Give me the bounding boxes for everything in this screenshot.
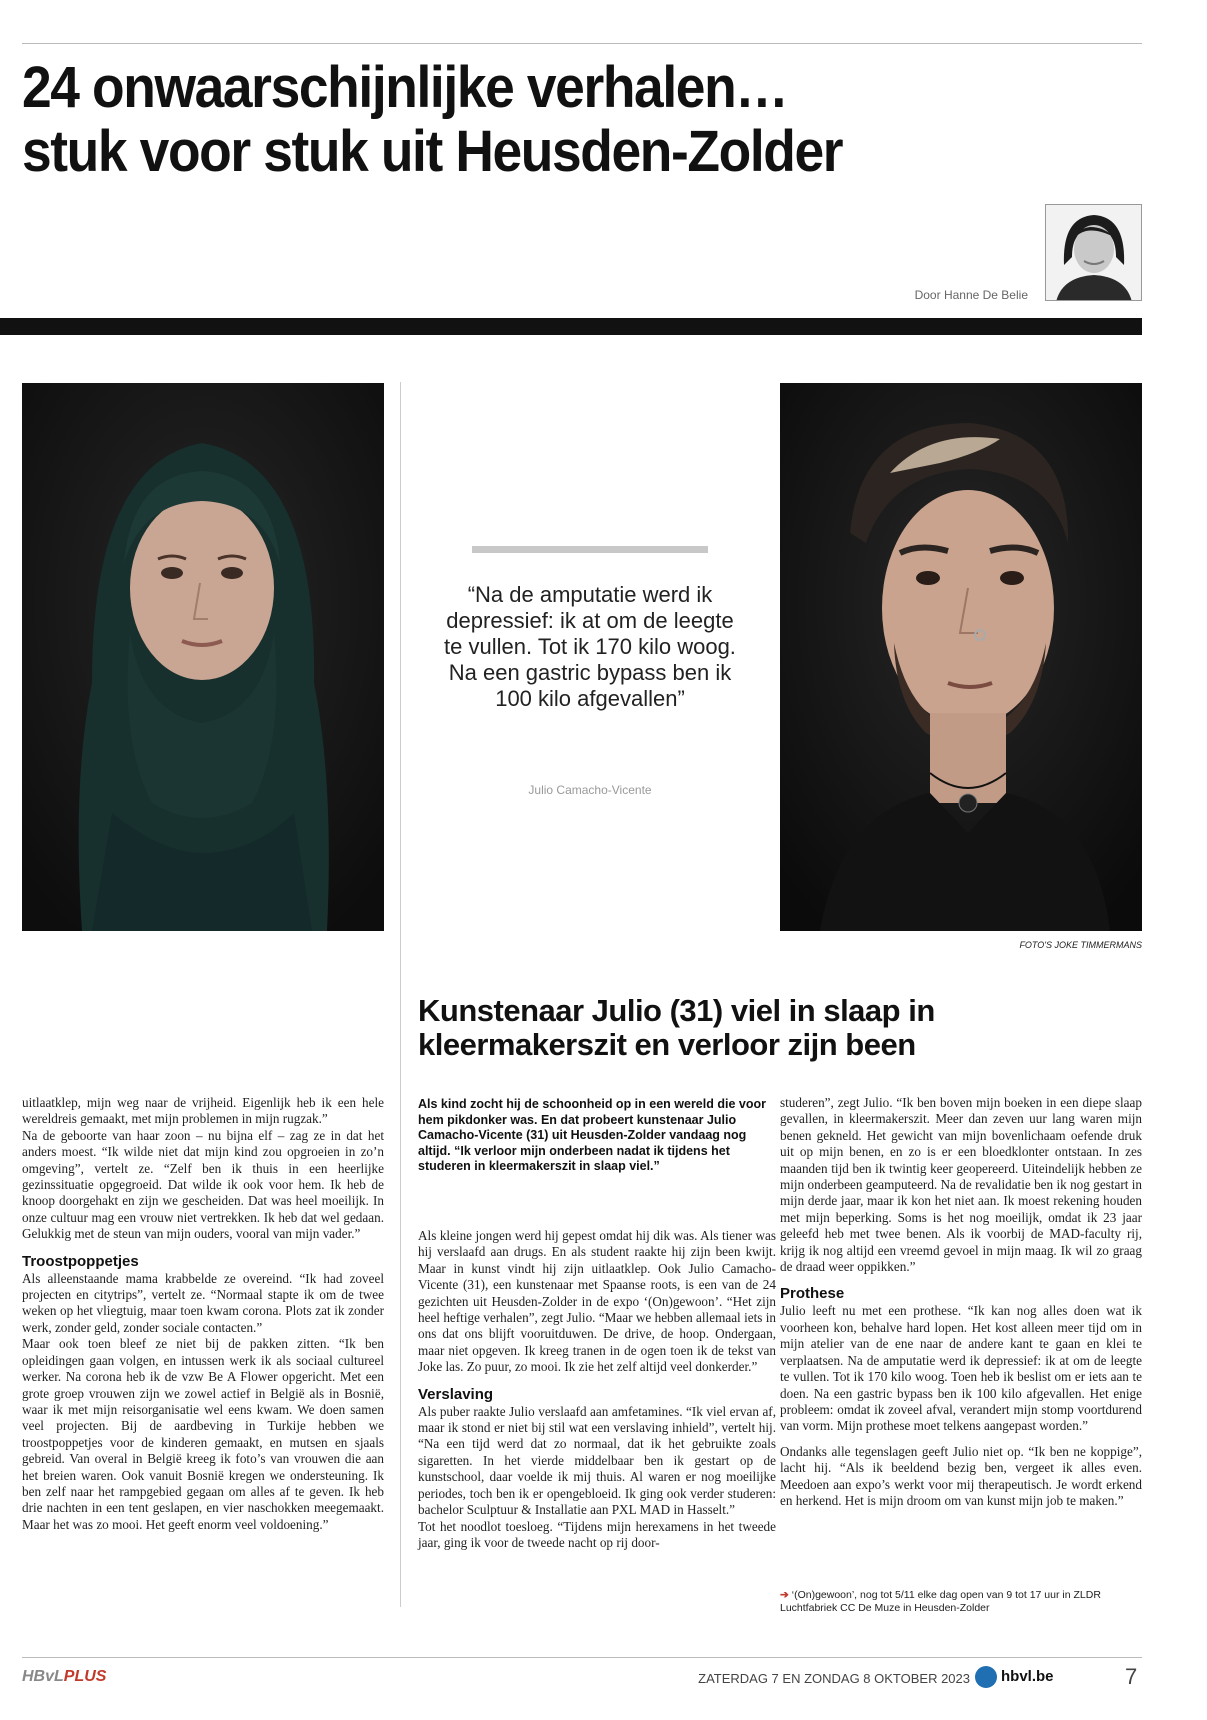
portrait-photo-woman <box>22 383 384 931</box>
article-column-1 <box>22 1095 384 1533</box>
page-title <box>22 56 1034 184</box>
quote-bar <box>472 546 708 553</box>
column-divider <box>400 382 401 1607</box>
paragraph: Maar ook toen bleef ze niet bij de pakken zitten. “Ik ben opleidingen gaan volgen, en intussen werk ik als sociaal cultureel werker. Na corona heb ik de vzw Be A Flower opgericht. Met een grote groep vrouwen zijn we zowel actief in België als in Bosnië, waar ik met mijn reisorganisatie wel eens kwam. We doen samen veel projecten. Bij de aardbeving in Turkije hebben we troostpoppetjes voor de kinderen gemaakt, en mutsen en sjaals gebreid. Van overal in België kreeg ik foto’s van vrouwen die aan het breien waren. Ook vanuit Bosnië kregen we ondersteuning. Ik ben zelf naar het rampgebied gegaan om alles af te geven. Ik heb drie nachten in een tent geslapen, en vier naschokken meegemaakt. Maar het was zo mooi. Het geeft enorm veel voldoening.” <box>22 1336 384 1532</box>
paragraph: studeren”, zegt Julio. “Ik ben boven mijn boeken in een diepe slaap gevallen, in kleermakerszit. Meer dan zeven uur lang waren mijn benen gekneld. Het gewicht van mijn bovenlichaam oefende druk uit op mijn benen, en zo is er een bloedklonter ontstaan. In zes maanden tijd ben ik twintig keer geopereerd. Uiteindelijk hebben ze mijn onderbeen geamputeerd. Na de revalidatie ben ik nog gestart in mijn derde jaar, maar ik kon het niet aan. Ik moest rekening houden met mijn beperking. Soms is het nog moeilijk, omdat ik 23 jaar geleefd heb met twee benen. Als ik voorbij de MAD-faculty rij, krijg ik nog altijd een vreemd gevoel in mijn maag. Ik wil zo graag de draad weer oppikken.” <box>780 1095 1142 1275</box>
article-column-2 <box>418 1228 776 1551</box>
paragraph: Julio leeft nu met een prothese. “Ik kan nog alles doen wat ik voorheen kon, behalve hard lopen. Het kost alleen meer tijd om in mijn atelier van de ene naar de andere kant te gaan en klei te verplaatsen. Na de amputatie werd ik depressief: ik at om de leegte te vullen. Tot ik 170 kilo woog. Toen heb ik beslist om er iets aan te doen. Na een gastric bypass ben ik 100 kilo afgevallen. Het enige probleem: omdat ik zoveel afval, verandert mijn stomp voortdurend van vorm. Mijn prothese moet telkens aangepast worden.” <box>780 1303 1142 1434</box>
article-intro: Als kind zocht hij de schoonheid op in een wereld die voor hem pikdonker was. En dat probeert kunstenaar Julio Camacho-Vicente (31) uit Heusden-Zolder vandaag nog altijd. “Ik verloor mijn onderbeen nadat ik tijdens het studeren in kleermakerszit in slaap viel.” <box>418 1097 766 1173</box>
arrow-right-icon: ➔ <box>780 1589 789 1601</box>
section-heading: Prothese <box>780 1285 845 1303</box>
globe-icon <box>975 1666 997 1688</box>
photo-credit: FOTO'S JOKE TIMMERMANS <box>1019 940 1142 950</box>
brand-main: HBvL <box>22 1668 64 1685</box>
section-heading: Verslaving <box>418 1385 494 1403</box>
brand-plus: PLUS <box>63 1668 107 1685</box>
paragraph: Als kleine jongen werd hij gepest omdat hij dik was. Als tiener was hij verslaafd aan drugs. En als student raakte hij zijn been kwijt. Maar in kunst vindt hij zijn uitlaatklep. Ook Julio Camacho-Vicente (31), een kunstenaar met Spaanse roots, is een van de 24 gezichten uit Heusden-Zolder in de expo ‘(On)gewoon’. “Het zijn heel heftige verhalen”, zegt Julio. “Maar we hebben allemaal iets in ons dat ons blijft vooruitduwen. De drive, de hoop. Ondergaan, maar niet opgeven. Ik kreeg tranen in de ogen toen ik de tekst van Joke las. Zo puur, zo mooi. Ik zie het zelf altijd veel donkerder.” <box>418 1228 776 1375</box>
issue-date: ZATERDAG 7 EN ZONDAG 8 OKTOBER 2023 <box>698 1671 970 1686</box>
title-line-1: 24 onwaarschijnlijke verhalen… <box>22 55 788 120</box>
site-url[interactable]: hbvl.be <box>1001 1668 1054 1685</box>
paragraph: Tot het noodlot toesloeg. “Tijdens mijn herexamens in het tweede jaar, ging ik voor de tweede nacht op rij door- <box>418 1518 776 1550</box>
section-bar <box>0 318 1142 335</box>
paragraph: Na de geboorte van haar zoon – nu bijna elf – zag ze in dat het anders moest. “Ik wilde niet dat mijn kind zou opgroeien in zo’n omgeving”, vertelt ze. “Zelf ben ik thuis in een heerlijke gezinssituatie opgegroeid. Dat wilde ik ook voor hem. Ik heb de knoop doorgehakt en zijn we gescheiden. Dat was heel moeilijk. In onze cultuur mag een vrouw niet vertrekken. Ik heb dat wel gedaan. Gelukkig met de steun van mijn ouders, vooral van mijn vader.” <box>22 1127 384 1242</box>
portrait-photo-julio <box>780 383 1142 931</box>
footer-rule <box>22 1657 1142 1658</box>
author-photo <box>1045 204 1142 301</box>
paragraph: Ondanks alle tegenslagen geeft Julio niet op. “Ik ben ne koppige”, lacht hij. “Als ik beeldend bezig ben, vergeet ik alles even. Meedoen aan expo’s werkt voor mij therapeutisch. Je wordt erkend en herkend. Het is mijn droom om van kunst mijn job te maken.” <box>780 1443 1142 1508</box>
pull-quote: “Na de amputatie werd ik depressief: ik at om de leegte te vullen. Tot ik 170 kilo woog. Na een gastric bypass ben ik 100 kilo afgevallen” <box>444 582 736 711</box>
paragraph: Als alleenstaande mama krabbelde ze overeind. “Ik had zoveel projecten en citytrips”, vertelt ze. “Normaal stapte ik om de twee weken op het vliegtuig, maar toen kwam corona. Plots zat ik zonder werk, zonder geld, zonder sociale contacten.” <box>22 1270 384 1335</box>
article-subhead: Kunstenaar Julio (31) viel in slaap in kleermakerszit en verloor zijn been <box>418 993 935 1062</box>
expo-info-note <box>780 1589 1142 1615</box>
page-number: 7 <box>1125 1664 1138 1689</box>
top-rule <box>22 43 1142 44</box>
title-line-2: stuk voor stuk uit Heusden-Zolder <box>22 119 843 184</box>
quote-author: Julio Camacho-Vicente <box>528 783 652 797</box>
article-column-3 <box>780 1095 1142 1509</box>
brand-logo <box>22 1668 106 1686</box>
expo-info-text: ‘(On)gewoon’, nog tot 5/11 elke dag open van 9 tot 17 uur in ZLDR Luchtfabriek CC De Muze in Heusden-Zolder <box>780 1589 1101 1614</box>
section-heading: Troostpoppetjes <box>22 1252 139 1270</box>
paragraph: Als puber raakte Julio verslaafd aan amfetamines. “Ik viel ervan af, maar ik stond er niet bij stil wat een verslaving inhield”, vertelt hij. “Na een tijd werd dat zo normaal, dat ik het gebruikte zoals sigaretten. In het vierde middelbaar ben ik gestart op de kunstschool, daar voelde ik mij thuis. Al waren er nog moeilijke periodes, toch ben ik er opengebloeid. Ik ging ook verder studeren: bachelor Sculptuur & Installatie aan PXL MAD in Hasselt.” <box>418 1403 776 1518</box>
paragraph: uitlaatklep, mijn weg naar de vrijheid. Eigenlijk heb ik een hele wereldreis gemaakt, met mijn problemen in mijn rugzak.” <box>22 1095 384 1127</box>
byline: Door Hanne De Belie <box>914 288 1028 302</box>
